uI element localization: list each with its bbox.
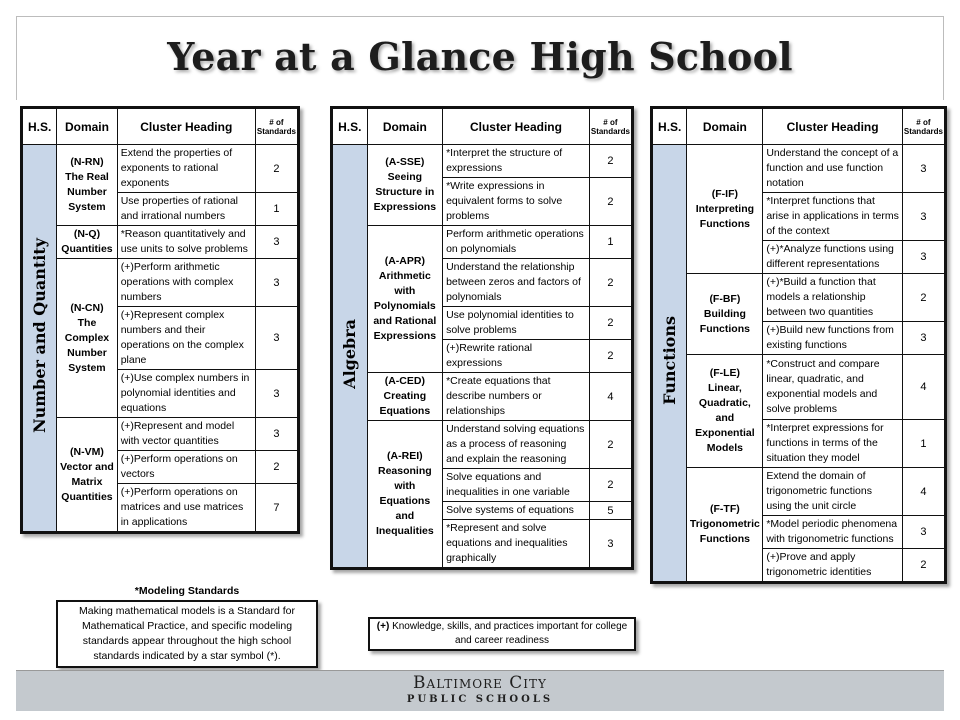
table-row — [332, 226, 633, 259]
cluster-heading: *Interpret the structure of expressions — [443, 145, 590, 178]
cluster-heading: *Create equations that describe numbers or relationships — [443, 373, 590, 421]
domain-name-line: Linear, — [707, 382, 742, 394]
header-standards-line-2: Standards — [590, 126, 630, 136]
standards-count: 3 — [902, 193, 945, 241]
standards-count: 3 — [902, 516, 945, 549]
cluster-heading: Use polynomial identities to solve problems — [443, 307, 590, 340]
cluster-heading: *Reason quantitatively and use units to solve problems — [117, 226, 255, 259]
domain-cell — [687, 468, 763, 583]
category-label: Number and Quantity — [30, 237, 50, 434]
header-standards-line-1: # of — [269, 117, 284, 127]
cluster-heading: *Construct and compare linear, quadratic, and exponential models and solve problems — [763, 355, 903, 420]
cluster-heading: (+)Represent and model with vector quantities — [117, 418, 255, 451]
domain-cell — [57, 226, 117, 259]
category-label: Algebra — [340, 318, 360, 389]
table-row — [652, 355, 946, 420]
standards-count: 4 — [902, 468, 945, 516]
domain-name-line: Creating — [383, 390, 427, 402]
domain-name-line: Trigonometric — [689, 518, 760, 530]
cluster-heading: Extend the properties of exponents to rational exponents — [117, 145, 255, 193]
domain-cell — [687, 145, 763, 274]
standards-count: 2 — [255, 145, 298, 193]
table-row — [652, 274, 946, 322]
cluster-heading: (+)Prove and apply trigonometric identities — [763, 549, 903, 583]
standards-count: 3 — [255, 259, 298, 307]
standards-count: 2 — [589, 307, 632, 340]
table-header-row — [332, 108, 633, 145]
cluster-heading: (+)Rewrite rational expressions — [443, 340, 590, 373]
header-standards-line-1: # of — [916, 117, 931, 127]
domain-cell — [367, 226, 442, 373]
table-row — [22, 259, 299, 307]
domain-name-line: Polynomials — [373, 300, 436, 312]
domain-code: (A-CED) — [384, 375, 425, 387]
domain-name-line: Inequalities — [375, 525, 434, 537]
standards-count: 1 — [255, 193, 298, 226]
standards-count: 2 — [255, 451, 298, 484]
cluster-heading: Perform arithmetic operations on polynomials — [443, 226, 590, 259]
cluster-heading: *Write expressions in equivalent forms to solve problems — [443, 178, 590, 226]
domain-code: (A-REI) — [387, 450, 423, 462]
domain-cell — [687, 274, 763, 355]
domain-name-line: Matrix — [71, 475, 103, 488]
domain-name-line: Structure in — [375, 186, 435, 198]
domain-name-line: Number — [67, 186, 107, 198]
standards-count: 2 — [902, 274, 945, 322]
district-logo — [0, 674, 960, 707]
table-row — [22, 418, 299, 451]
cluster-heading: (+)Perform operations on matrices and use matrices in applications — [117, 484, 255, 533]
domain-cell — [367, 373, 442, 421]
domain-name-line: Quantities — [61, 490, 113, 503]
table-header-row — [652, 108, 946, 145]
header-standards-line-1: # of — [603, 117, 618, 127]
table-row — [22, 145, 299, 193]
cluster-heading: (+)*Build a function that models a relationship between two quantities — [763, 274, 903, 322]
domain-name-line: Arithmetic — [378, 270, 431, 282]
header-standards-line-2: Standards — [256, 126, 296, 136]
domain-name-line: Quantities — [61, 243, 113, 255]
legend-box — [368, 617, 636, 651]
domain-code: (N-Q) — [73, 228, 101, 240]
domain-cell — [57, 418, 117, 533]
cluster-heading: (+)Represent complex numbers and their operations on the complex plane — [117, 307, 255, 370]
domain-name-line: The Complex — [64, 316, 110, 344]
cluster-heading: *Interpret functions that arise in applications in terms of the context — [763, 193, 903, 241]
domain-code: (A-APR) — [384, 255, 425, 267]
standards-count: 4 — [902, 355, 945, 420]
domain-name-line: Quadratic, and — [698, 397, 751, 424]
header-domain: Domain — [367, 108, 442, 145]
domain-name-line: Functions — [699, 533, 750, 545]
domain-code: (F-TF) — [710, 503, 740, 515]
standards-count: 2 — [902, 549, 945, 583]
curriculum-table — [20, 106, 300, 534]
domain-code: (F-BF) — [709, 292, 741, 305]
cluster-heading: Understand the relationship between zeros and factors of polynomials — [443, 259, 590, 307]
table-row — [652, 145, 946, 193]
category-label: Functions — [660, 316, 680, 405]
domain-name-line: Reasoning with — [377, 465, 432, 492]
header-cluster: Cluster Heading — [117, 108, 255, 145]
standards-count: 2 — [589, 259, 632, 307]
category-cell — [652, 145, 687, 583]
header-cluster: Cluster Heading — [763, 108, 903, 145]
curriculum-table — [650, 106, 947, 584]
cluster-heading: *Represent and solve equations and inequalities graphically — [443, 520, 590, 569]
domain-cell — [57, 259, 117, 418]
modeling-box — [56, 600, 318, 668]
logo-line-2: PUBLIC SCHOOLS — [406, 694, 554, 705]
domain-name-line: Functions — [699, 322, 750, 335]
header-standards-count — [589, 108, 632, 145]
domain-code: (F-IF) — [711, 187, 739, 200]
curriculum-table — [330, 106, 634, 570]
cluster-heading: Understand the concept of a function and use function notation — [763, 145, 903, 193]
domain-name-line: Vector and — [60, 460, 114, 473]
domain-cell — [687, 355, 763, 468]
domain-name-line: Functions — [699, 217, 750, 230]
domain-name-line: Number — [67, 346, 107, 359]
domain-code: (N-RN) — [70, 156, 104, 168]
domain-name-line: System — [68, 361, 106, 374]
domain-name-line: Expressions — [373, 330, 437, 342]
domain-name-line: and Rational — [373, 315, 437, 327]
cluster-heading: (+)Perform arithmetic operations with complex numbers — [117, 259, 255, 307]
domain-name-line: Models — [706, 442, 743, 454]
header-hs: H.S. — [22, 108, 57, 145]
standards-count: 5 — [589, 502, 632, 520]
standards-count: 3 — [902, 145, 945, 193]
table-row — [652, 468, 946, 516]
standards-count: 3 — [255, 370, 298, 418]
header-hs: H.S. — [652, 108, 687, 145]
domain-name-line: Equations and — [379, 495, 431, 522]
header-domain: Domain — [687, 108, 763, 145]
legend-symbol: (+) — [376, 621, 390, 632]
table-row — [332, 421, 633, 469]
domain-name-line: Exponential — [695, 427, 755, 439]
header-standards-count — [255, 108, 298, 145]
category-cell — [22, 145, 57, 533]
standards-count: 3 — [255, 307, 298, 370]
domain-code: (A-SSE) — [385, 156, 425, 168]
standards-count: 3 — [255, 226, 298, 259]
cluster-heading: Use properties of rational and irrational numbers — [117, 193, 255, 226]
header-standards-line-2: Standards — [903, 126, 943, 136]
standards-count: 2 — [589, 178, 632, 226]
domain-cell — [367, 421, 442, 569]
domain-name-line: The Real — [65, 171, 109, 183]
header-hs: H.S. — [332, 108, 368, 145]
cluster-heading: (+)*Analyze functions using different representations — [763, 241, 903, 274]
cluster-heading: Solve systems of equations — [443, 502, 590, 520]
domain-code: (N-VM) — [70, 445, 104, 458]
header-domain: Domain — [57, 108, 117, 145]
standards-count: 3 — [255, 418, 298, 451]
domain-cell — [367, 145, 442, 226]
legend-text: Knowledge, skills, and practices important for college and career readiness — [389, 621, 628, 646]
domain-code: (N-CN) — [70, 301, 104, 314]
cluster-heading: Solve equations and inequalities in one variable — [443, 469, 590, 502]
standards-count: 4 — [589, 373, 632, 421]
domain-name-line: Seeing — [387, 171, 423, 183]
cluster-heading: (+)Perform operations on vectors — [117, 451, 255, 484]
domain-code: (F-LE) — [709, 367, 741, 379]
standards-count: 2 — [589, 421, 632, 469]
standards-count: 1 — [902, 420, 945, 468]
table-row — [332, 145, 633, 178]
modeling-text: Making mathematical models is a Standard for Mathematical Practice, and specific modeling standards appear throughout the high school standards indicated by a star symbol (*). — [79, 605, 295, 662]
modeling-title: *Modeling Standards — [134, 585, 240, 597]
cluster-heading: Understand solving equations as a process of reasoning and explain the reasoning — [443, 421, 590, 469]
category-cell — [332, 145, 368, 569]
logo-line-1: Baltimore City — [413, 673, 547, 693]
table-row — [332, 373, 633, 421]
domain-name-line: Equations — [379, 405, 431, 417]
table-header-row — [22, 108, 299, 145]
table-row — [22, 226, 299, 259]
cluster-heading: (+)Use complex numbers in polynomial identities and equations — [117, 370, 255, 418]
domain-name-line: Building — [703, 307, 746, 320]
cluster-heading: Extend the domain of trigonometric functions using the unit circle — [763, 468, 903, 516]
standards-count: 3 — [589, 520, 632, 569]
cluster-heading: *Model periodic phenomena with trigonometric functions — [763, 516, 903, 549]
cluster-heading: (+)Build new functions from existing functions — [763, 322, 903, 355]
standards-count: 7 — [255, 484, 298, 533]
page-title: Year at a Glance High School — [167, 34, 793, 79]
standards-count: 2 — [589, 469, 632, 502]
standards-count: 3 — [902, 241, 945, 274]
standards-count: 2 — [589, 145, 632, 178]
standards-count: 1 — [589, 226, 632, 259]
domain-name-line: with — [394, 285, 416, 297]
domain-cell — [57, 145, 117, 226]
standards-count: 2 — [589, 340, 632, 373]
domain-name-line: Expressions — [373, 201, 437, 213]
header-standards-count — [902, 108, 945, 145]
header-cluster: Cluster Heading — [443, 108, 590, 145]
cluster-heading: *Interpret expressions for functions in terms of the situation they model — [763, 420, 903, 468]
standards-count: 3 — [902, 322, 945, 355]
domain-name-line: System — [68, 201, 106, 213]
domain-name-line: Interpreting — [695, 202, 755, 215]
